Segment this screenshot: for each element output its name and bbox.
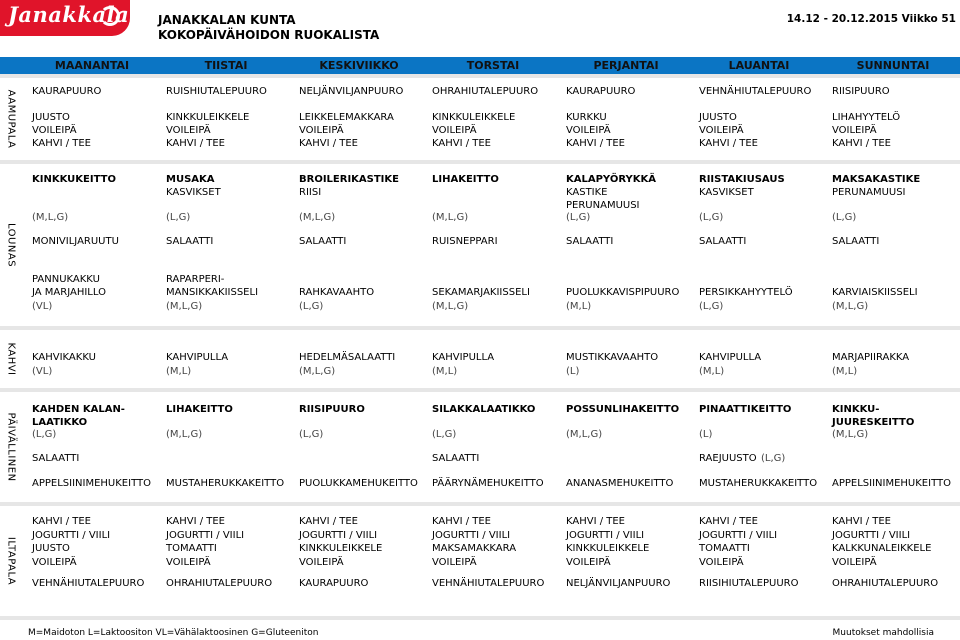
menu-cell: APPELSIINIMEHUKEITTO	[32, 478, 151, 489]
day-header: PERJANTAI	[593, 59, 659, 72]
menu-cell: (M,L)	[832, 366, 858, 377]
menu-cell: (M,L,G)	[832, 429, 869, 440]
weekday-header-bar	[0, 57, 960, 74]
menu-cell: MANSIKKAKIISSELI	[166, 287, 259, 298]
day-header: MAANANTAI	[54, 59, 130, 72]
menu-cell: (L)	[566, 366, 580, 377]
menu-cell: KAHVI / TEE	[699, 138, 759, 149]
menu-cell: KAHVI / TEE	[32, 138, 92, 149]
menu-cell: KINKKU-	[832, 404, 880, 415]
menu-cell: KAHVIPULLA	[432, 352, 495, 363]
section-label: KAHVI	[5, 342, 17, 376]
menu-cell: KAHVI / TEE	[566, 138, 626, 149]
day-header: LAUANTAI	[728, 59, 790, 72]
menu-cell: OHRAHIUTALEPUURO	[832, 578, 939, 589]
menu-cell: SALAATTI	[299, 236, 347, 247]
menu-cell: VOILEIPÄ	[566, 557, 611, 568]
menu-cell: BROILERIKASTIKE	[299, 174, 399, 185]
menu-cell: SALAATTI	[432, 453, 480, 464]
menu-cell: MUSTAHERUKKAKEITTO	[166, 478, 285, 489]
menu-cell: KAHVIKAKKU	[32, 352, 96, 363]
menu-cell: NELJÄNVILJANPUURO	[299, 86, 404, 97]
menu-cell: RAHKAVAAHTO	[299, 287, 375, 298]
section-iltapala	[0, 506, 960, 616]
menu-cell: VOILEIPÄ	[32, 557, 77, 568]
menu-cell: PINAATTIKEITTO	[699, 404, 792, 415]
section-label: LOUNAS	[5, 222, 17, 268]
menu-cell: MAKSAMAKKARA	[432, 543, 517, 554]
section-kahvi	[0, 330, 960, 388]
diet-legend: M=Maidoton L=Laktoositon VL=Vähälaktoosinen G=Gluteeniton	[28, 628, 319, 638]
changes-note: Muutokset mahdollisia	[832, 628, 934, 638]
menu-cell: JOGURTTI / VIILI	[299, 530, 378, 541]
menu-cell: VEHNÄHIUTALEPUURO	[432, 578, 545, 589]
day-header: TORSTAI	[466, 59, 520, 72]
section-divider	[0, 616, 960, 620]
menu-cell: KAHVI / TEE	[299, 138, 359, 149]
menu-cell: NELJÄNVILJANPUURO	[566, 578, 671, 589]
menu-cell: KAHVI / TEE	[832, 138, 892, 149]
menu-cell: PANNUKAKKU	[32, 274, 100, 285]
menu-cell: (L,G)	[299, 301, 324, 312]
menu-cell: JOGURTTI / VIILI	[832, 530, 911, 541]
menu-cell: KAURAPUURO	[32, 86, 102, 97]
day-header: KESKIVIIKKO	[319, 59, 399, 72]
menu-cell: LIHAKEITTO	[432, 174, 499, 185]
menu-cell: ANANASMEHUKEITTO	[566, 478, 674, 489]
menu-cell: KINKKULEIKKELE	[166, 112, 250, 123]
menu-cell: SALAATTI	[832, 236, 880, 247]
menu-cell: RIISIHIUTALEPUURO	[699, 578, 799, 589]
page-title	[158, 13, 379, 43]
menu-cell: VOILEIPÄ	[699, 557, 744, 568]
menu-cell: RIISIPUURO	[299, 404, 365, 415]
menu-cell: (L,G)	[699, 212, 724, 223]
menu-cell: KINKKULEIKKELE	[299, 543, 383, 554]
menu-cell: (L,G)	[299, 429, 324, 440]
menu-cell: (VL)	[32, 301, 53, 312]
menu-cell: PERUNAMUUSI	[832, 187, 906, 198]
menu-cell: TOMAATTI	[166, 543, 217, 554]
menu-cell: RIISIPUURO	[832, 86, 890, 97]
menu-cell: RIISTAKIUSAUS	[699, 174, 785, 185]
menu-cell: KAHVI / TEE	[432, 138, 492, 149]
title-line-2: KOKOPÄIVÄHOIDON RUOKALISTA	[158, 28, 380, 42]
logo-text: Janakkala	[8, 2, 130, 27]
menu-cell: RAPARPERI-	[166, 274, 225, 285]
menu-cell: KAHVI / TEE	[832, 516, 892, 527]
menu-cell: VOILEIPÄ	[432, 557, 477, 568]
menu-cell-diet: (L,G)	[761, 453, 786, 464]
menu-cell: VOILEIPÄ	[299, 125, 344, 136]
menu-cell: KINKKULEIKKELE	[566, 543, 650, 554]
menu-cell: (M,L)	[699, 366, 725, 377]
menu-cell: (M,L,G)	[432, 212, 469, 223]
menu-cell: PUOLUKKAMEHUKEITTO	[299, 478, 418, 489]
menu-cell: MONIVILJARUUTU	[32, 236, 119, 247]
menu-cell: KAHVIPULLA	[166, 352, 229, 363]
menu-cell: (M,L)	[566, 301, 592, 312]
section-paivallinen	[0, 392, 960, 502]
menu-cell: KASVIKSET	[699, 187, 754, 198]
menu-cell: SILAKKALAATIKKO	[432, 404, 536, 415]
menu-cell: KAHVI / TEE	[166, 138, 226, 149]
menu-cell: JUUSTO	[699, 112, 737, 123]
menu-cell: PERUNAMUUSI	[566, 200, 640, 211]
menu-cell: (M,L,G)	[166, 429, 203, 440]
menu-cell: VOILEIPÄ	[832, 125, 877, 136]
menu-cell: VOILEIPÄ	[432, 125, 477, 136]
logo-swirl-icon	[100, 6, 120, 26]
menu-cell: KAHVI / TEE	[299, 516, 359, 527]
menu-cell: KASTIKE	[566, 187, 608, 198]
menu-cell: VEHNÄHIUTALEPUURO	[32, 578, 145, 589]
menu-cell: KALKKUNALEIKKELE	[832, 543, 932, 554]
day-header: SUNNUNTAI	[856, 59, 930, 72]
menu-cell: (M,L,G)	[299, 212, 336, 223]
menu-cell: POSSUNLIHAKEITTO	[566, 404, 680, 415]
menu-cell: (L,G)	[566, 212, 591, 223]
menu-cell: SALAATTI	[32, 453, 80, 464]
menu-cell: JUUSTO	[32, 543, 70, 554]
menu-cell: KAHVI / TEE	[566, 516, 626, 527]
menu-cell: KAHVI / TEE	[432, 516, 492, 527]
section-label: ILTAPALA	[5, 536, 17, 586]
menu-cell: RAEJUUSTO	[699, 453, 757, 464]
menu-cell: SEKAMARJAKIISSELI	[432, 287, 530, 298]
menu-cell: LIHAKEITTO	[166, 404, 233, 415]
menu-cell: MARJAPIIRAKKA	[832, 352, 910, 363]
menu-cell: JUUSTO	[32, 112, 70, 123]
menu-cell: APPELSIINIMEHUKEITTO	[832, 478, 951, 489]
menu-cell: SALAATTI	[566, 236, 614, 247]
menu-cell: LAATIKKO	[32, 417, 88, 428]
menu-cell: MAKSAKASTIKE	[832, 174, 921, 185]
menu-cell: KURKKU	[566, 112, 607, 123]
menu-cell: JOGURTTI / VIILI	[566, 530, 645, 541]
menu-cell: (L,G)	[699, 301, 724, 312]
menu-cell: VOILEIPÄ	[166, 125, 211, 136]
menu-cell: VOILEIPÄ	[699, 125, 744, 136]
menu-cell: RIISI	[299, 187, 322, 198]
title-line-1: JANAKKALAN KUNTA	[158, 13, 296, 27]
menu-cell: JOGURTTI / VIILI	[166, 530, 245, 541]
menu-cell: VOILEIPÄ	[32, 125, 77, 136]
menu-cell: KAURAPUURO	[299, 578, 369, 589]
menu-cell: (L,G)	[832, 212, 857, 223]
menu-cell: SALAATTI	[699, 236, 747, 247]
menu-cell: KAURAPUURO	[566, 86, 636, 97]
menu-cell: PÄÄRYNÄMEHUKEITTO	[432, 478, 544, 489]
menu-cell: KASVIKSET	[166, 187, 221, 198]
section-aamupala	[0, 78, 960, 160]
menu-cell: (VL)	[32, 366, 53, 377]
menu-cell: (L,G)	[32, 429, 57, 440]
menu-cell: KAHVI / TEE	[32, 516, 92, 527]
section-lounas	[0, 164, 960, 326]
menu-cell: MUSAKA	[166, 174, 215, 185]
menu-cell: (M,L,G)	[566, 429, 603, 440]
menu-cell: JA MARJAHILLO	[32, 287, 106, 298]
menu-cell: MUSTIKKAVAAHTO	[566, 352, 659, 363]
menu-cell: KAHVI / TEE	[699, 516, 759, 527]
menu-cell: KALAPYÖRYKKÄ	[566, 174, 656, 185]
menu-cell: KAHDEN KALAN-	[32, 404, 125, 415]
menu-cell: VOILEIPÄ	[166, 557, 211, 568]
menu-cell: (M,L,G)	[166, 301, 203, 312]
day-header: TIISTAI	[204, 59, 248, 72]
week-label: 14.12 - 20.12.2015 Viikko 51	[786, 13, 956, 25]
menu-cell: JOGURTTI / VIILI	[32, 530, 111, 541]
menu-cell: PUOLUKKAVISPIPUURO	[566, 287, 680, 298]
menu-cell: JOGURTTI / VIILI	[432, 530, 511, 541]
menu-cell: VOILEIPÄ	[566, 125, 611, 136]
menu-cell: VOILEIPÄ	[832, 557, 877, 568]
menu-cell: SALAATTI	[166, 236, 214, 247]
section-label: AAMUPALA	[5, 89, 17, 149]
menu-cell: (M,L,G)	[32, 212, 69, 223]
menu-cell: KINKKUKEITTO	[32, 174, 116, 185]
menu-cell: KINKKULEIKKELE	[432, 112, 516, 123]
section-label: PÄIVÄLLINEN	[5, 412, 17, 482]
menu-cell: (M,L)	[166, 366, 192, 377]
menu-cell: PERSIKKAHYYTELÖ	[699, 287, 793, 298]
menu-cell: VOILEIPÄ	[299, 557, 344, 568]
menu-cell: (M,L,G)	[299, 366, 336, 377]
menu-cell: VEHNÄHIUTALEPUURO	[699, 86, 812, 97]
menu-cell: TOMAATTI	[699, 543, 750, 554]
menu-cell: (L)	[699, 429, 713, 440]
janakkala-logo	[0, 0, 130, 36]
menu-cell: RUISNEPPARI	[432, 236, 498, 247]
menu-cell: (L,G)	[166, 212, 191, 223]
menu-cell: OHRAHIUTALEPUURO	[166, 578, 273, 589]
menu-cell: OHRAHIUTALEPUURO	[432, 86, 539, 97]
menu-cell: (M,L,G)	[432, 301, 469, 312]
menu-cell: LEIKKELEMAKKARA	[299, 112, 394, 123]
menu-cell: KAHVIPULLA	[699, 352, 762, 363]
menu-cell: KAHVI / TEE	[166, 516, 226, 527]
menu-cell: HEDELMÄSALAATTI	[299, 352, 396, 363]
menu-cell: JUURESKEITTO	[832, 417, 915, 428]
menu-cell: LIHAHYYTELÖ	[832, 112, 901, 123]
menu-cell: (M,L)	[432, 366, 458, 377]
menu-cell: RUISHIUTALEPUURO	[166, 86, 267, 97]
menu-cell: KARVIAISKIISSELI	[832, 287, 918, 298]
menu-cell: (M,L,G)	[832, 301, 869, 312]
menu-cell: (L,G)	[432, 429, 457, 440]
menu-cell: MUSTAHERUKKAKEITTO	[699, 478, 818, 489]
menu-cell: JOGURTTI / VIILI	[699, 530, 778, 541]
